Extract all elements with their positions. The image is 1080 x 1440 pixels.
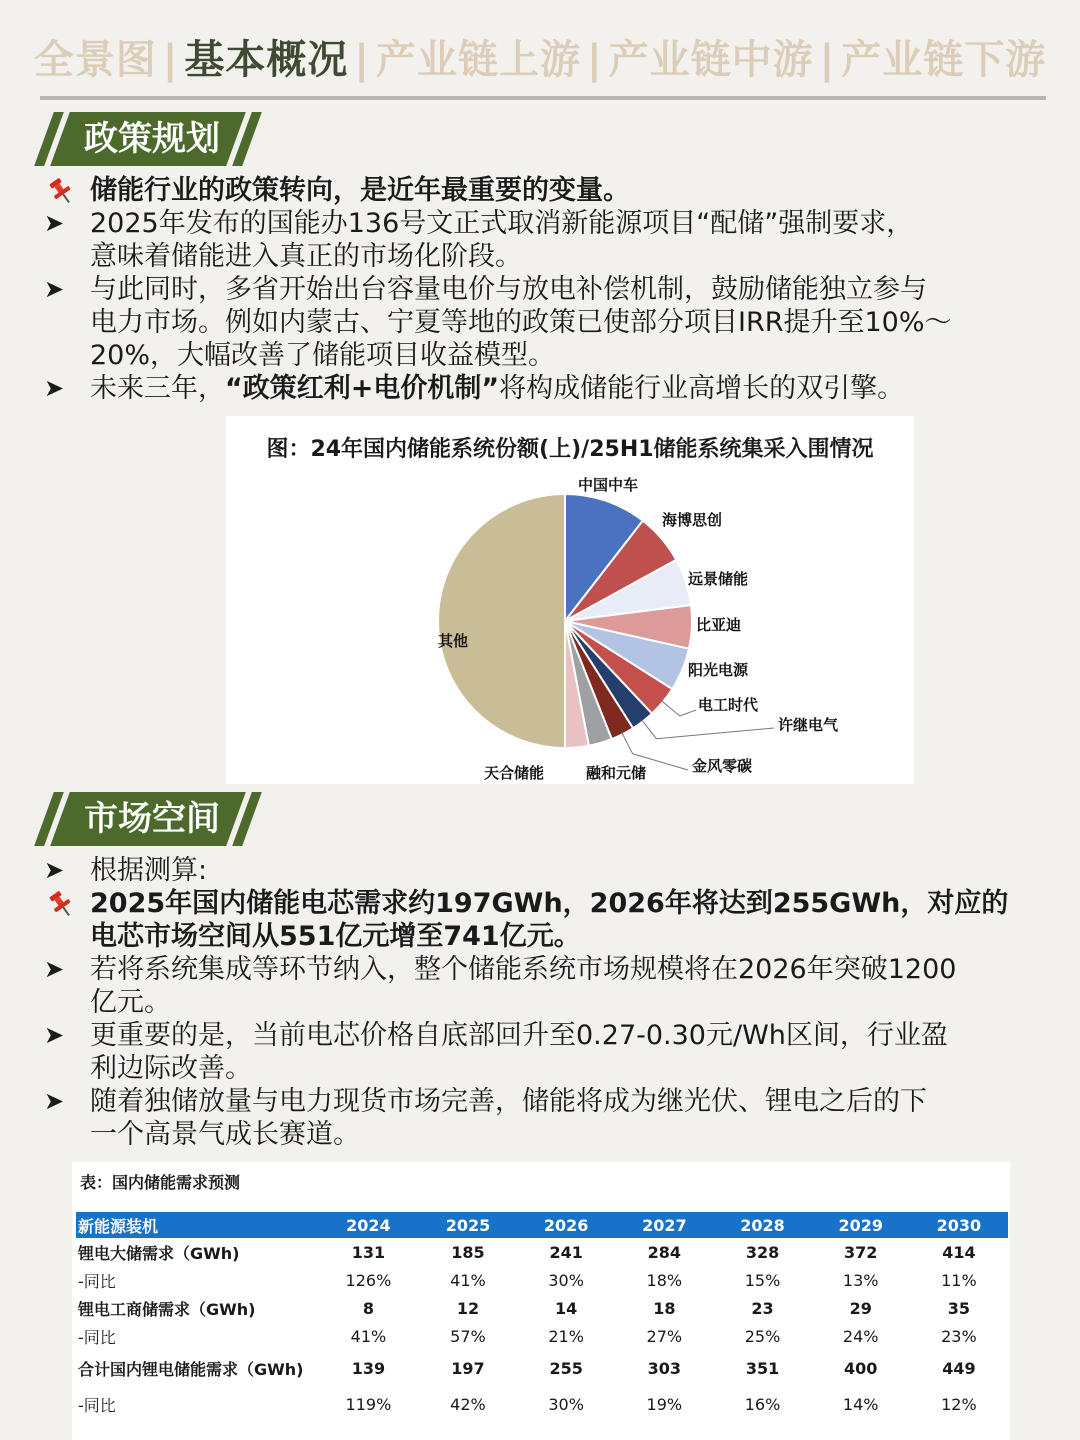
row-label-cell: 锂电大储需求（GWh)	[78, 1243, 240, 1263]
market-line-text: 随着独储放量与电力现货市场完善，储能将成为继光伏、锂电之后的下	[90, 1086, 927, 1117]
table-cell: 57%	[450, 1326, 486, 1346]
nav-tab-upstream[interactable]: 产业链上游	[376, 37, 581, 83]
table-row	[76, 1322, 1008, 1350]
table-header-row	[76, 1212, 1008, 1238]
table-cell: 30%	[548, 1394, 584, 1414]
table-cell: 351	[745, 1358, 780, 1378]
policy-line	[44, 174, 1054, 207]
pie-label: 许继电气	[778, 716, 839, 734]
nav-separator: |	[354, 37, 370, 83]
table-header-cell: 2027	[615, 1212, 713, 1238]
table-header-cell: 2030	[910, 1212, 1008, 1238]
arrow-icon: ➤	[44, 209, 65, 237]
market-line-text: 若将系统集成等环节纳入，整个储能系统市场规模将在2026年突破1200	[90, 954, 957, 985]
policy-line-text: 未来三年，	[90, 373, 225, 404]
table-cell: 372	[844, 1242, 878, 1262]
table-row	[76, 1386, 1008, 1422]
row-label-cell: -同比	[78, 1395, 116, 1415]
section-header-market	[36, 792, 266, 846]
table-cell: 42%	[450, 1394, 486, 1414]
market-line	[44, 920, 1054, 953]
table-cell: 13%	[842, 1270, 879, 1290]
table-cell: 12	[456, 1298, 480, 1318]
table-cell: 24%	[842, 1326, 879, 1346]
table-cell: 328	[745, 1242, 780, 1262]
market-line-text: 更重要的是，当前电芯价格自底部回升至0.27-0.30元/Wh区间，行业盈	[90, 1020, 948, 1051]
policy-line	[44, 306, 1054, 339]
table-cell: 27%	[646, 1326, 683, 1346]
table-cell: 400	[844, 1358, 878, 1378]
policy-line-text: 意味着储能进入真正的市场化阶段。	[90, 241, 522, 272]
section-header-policy	[36, 112, 266, 166]
pie-label: 海博思创	[662, 511, 723, 529]
pie-label: 远景储能	[688, 570, 749, 588]
top-nav	[0, 28, 1080, 85]
demand-table-card	[72, 1162, 1010, 1440]
table-cell: 19%	[646, 1394, 683, 1414]
table-header-cell: 2029	[812, 1212, 910, 1238]
table-row	[76, 1238, 1008, 1266]
market-line	[44, 953, 1054, 986]
pie-label: 其他	[438, 632, 469, 650]
pie-label: 融和元储	[585, 764, 647, 782]
market-text	[44, 854, 1054, 1151]
pie-label: 中国中车	[577, 476, 639, 494]
market-line-text: 2025年国内储能电芯需求约197GWh，2026年将达到255GWh，对应的	[90, 888, 1009, 919]
nav-separator: |	[587, 37, 603, 83]
nav-tab-midstream[interactable]: 产业链中游	[608, 37, 814, 83]
table-cell: 23%	[941, 1326, 977, 1346]
market-line	[44, 1052, 1054, 1085]
market-line	[44, 854, 1054, 887]
nav-tab-basics[interactable]: 基本概况	[184, 37, 349, 83]
table-cell: 29	[849, 1298, 872, 1318]
table-cell: 139	[351, 1358, 386, 1378]
pie-label: 天合储能	[483, 764, 544, 782]
policy-line-text: 将构成储能行业高增长的双引擎。	[499, 373, 905, 404]
table-cell: 35	[947, 1298, 971, 1318]
pie-chart-card	[226, 416, 914, 784]
market-line	[44, 1085, 1054, 1118]
table-cell: 449	[942, 1358, 976, 1378]
pie-label: 金风零碳	[692, 757, 753, 775]
table-cell: 16%	[744, 1394, 781, 1414]
arrow-icon: ➤	[44, 1021, 65, 1049]
market-line-text: 利边际改善。	[90, 1053, 252, 1084]
row-label-cell: 锂电工商储需求（GWh)	[78, 1299, 256, 1319]
table-cell: 23	[751, 1298, 774, 1318]
table-cell: 14	[555, 1298, 578, 1318]
table-cell: 41%	[450, 1270, 486, 1290]
table-header-cell: 新能源装机	[76, 1212, 318, 1238]
market-line-text: 电芯市场空间从551亿元增至741亿元。	[90, 921, 581, 952]
table-cell: 15%	[744, 1270, 781, 1290]
market-line	[44, 887, 1054, 920]
table-cell: 255	[549, 1358, 583, 1378]
pie-leader-line	[661, 701, 696, 716]
nav-separator: |	[819, 37, 836, 83]
row-label-cell: -同比	[78, 1271, 116, 1291]
arrow-icon: ➤	[44, 955, 65, 983]
row-label-cell: 合计国内锂电储能需求（GWh)	[78, 1359, 304, 1379]
policy-line-text: 电力市场。例如内蒙古、宁夏等地的政策已使部分项目IRR提升至10%～	[90, 307, 952, 338]
market-line	[44, 1019, 1054, 1052]
policy-line-text: 2025年发布的国能办136号文正式取消新能源项目“配储”强制要求，	[90, 208, 914, 239]
table-cell: 21%	[548, 1326, 584, 1346]
policy-line	[44, 207, 1054, 240]
market-line-text: 亿元。	[90, 987, 171, 1018]
chart-title: 图：24年国内储能系统份额(上)/25H1储能系统集采入围情况	[266, 437, 874, 462]
pie-leader-line	[642, 720, 774, 739]
policy-line-text: 与此同时，多省开始出台容量电价与放电补偿机制，鼓励储能独立参与	[90, 274, 927, 305]
pie-label: 比亚迪	[696, 616, 742, 634]
table-cell: 241	[549, 1242, 583, 1262]
table-cell: 197	[451, 1358, 485, 1378]
pie-chart	[226, 416, 914, 784]
table-row	[76, 1294, 1008, 1322]
arrow-icon: ➤	[44, 275, 65, 303]
nav-divider	[40, 96, 1046, 100]
demand-table	[76, 1212, 1008, 1422]
market-line	[44, 1118, 1054, 1151]
pie-label: 电工时代	[698, 696, 759, 714]
policy-line	[44, 240, 1054, 273]
market-line-text: 根据测算:	[90, 855, 208, 886]
table-cell: 41%	[350, 1326, 387, 1346]
table-cell: 185	[451, 1242, 485, 1262]
table-cell: 11%	[941, 1270, 977, 1290]
policy-highlight: “政策红利+电价机制”	[225, 373, 500, 404]
policy-line-text: 20%，大幅改善了储能项目收益模型。	[90, 340, 556, 371]
policy-headline: 储能行业的政策转向，是近年最重要的变量。	[90, 175, 630, 206]
table-row	[76, 1266, 1008, 1294]
nav-tab-overview[interactable]: 全景图	[33, 37, 157, 83]
market-line-text: 一个高景气成长赛道。	[90, 1119, 360, 1150]
section-title: 政策规划	[84, 119, 220, 159]
table-cell: 25%	[744, 1326, 781, 1346]
policy-line	[44, 372, 1054, 405]
market-line	[44, 986, 1054, 1019]
nav-tab-downstream[interactable]: 产业链下游	[841, 37, 1047, 83]
table-cell: 30%	[548, 1270, 584, 1290]
table-cell: 119%	[345, 1394, 392, 1414]
pie-slice	[438, 494, 565, 748]
nav-separator: |	[162, 37, 179, 83]
pie-label: 阳光电源	[688, 661, 749, 679]
table-cell: 284	[647, 1242, 682, 1262]
policy-line	[44, 273, 1054, 306]
arrow-icon: ➤	[44, 856, 65, 884]
policy-line	[44, 339, 1054, 372]
row-label-cell: -同比	[78, 1327, 116, 1347]
table-header-cell: 2028	[713, 1212, 811, 1238]
table-title: 表：国内储能需求预测	[80, 1173, 241, 1192]
table-cell: 131	[351, 1242, 386, 1262]
table-cell: 18	[653, 1298, 676, 1318]
table-cell: 8	[362, 1298, 374, 1318]
policy-text	[44, 174, 1054, 405]
table-cell: 126%	[345, 1270, 392, 1290]
table-cell: 14%	[842, 1394, 879, 1414]
arrow-icon: ➤	[44, 374, 65, 402]
table-cell: 414	[942, 1242, 976, 1262]
table-header-cell: 2026	[517, 1212, 615, 1238]
table-header-cell: 2024	[318, 1212, 419, 1238]
table-cell: 12%	[941, 1394, 977, 1414]
table-header-cell: 2025	[419, 1212, 517, 1238]
table-cell: 303	[647, 1358, 682, 1378]
table-row	[76, 1350, 1008, 1386]
arrow-icon: ➤	[44, 1087, 65, 1115]
section-title: 市场空间	[84, 799, 220, 839]
table-cell: 18%	[646, 1270, 683, 1290]
